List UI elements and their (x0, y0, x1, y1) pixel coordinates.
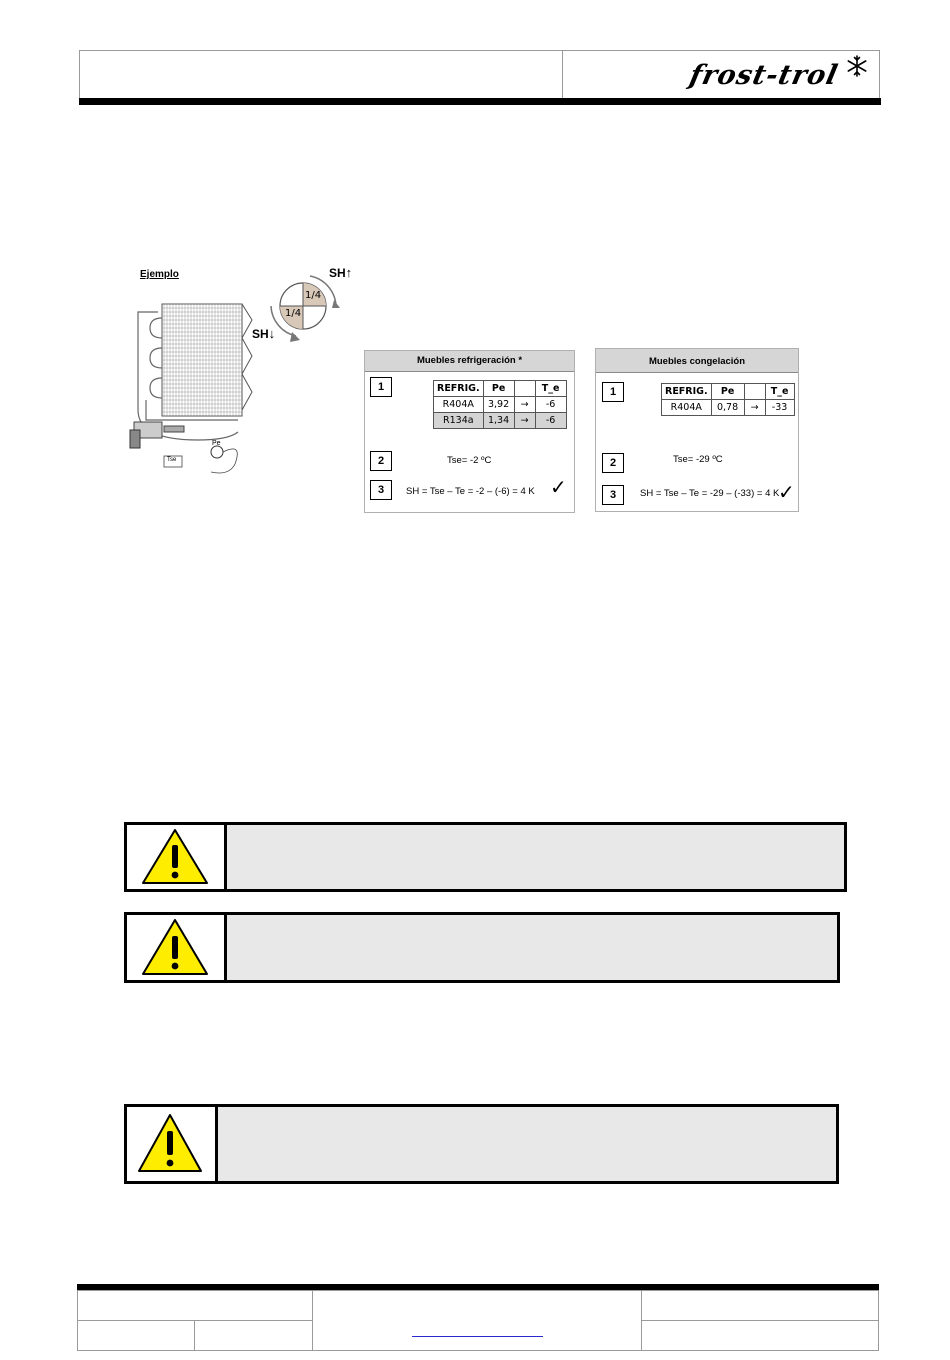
arrow-down-icon: ↓ (268, 326, 276, 341)
table-cell: 0,78 (711, 400, 744, 416)
step-box-3: 3 (602, 485, 624, 505)
table-cell: -33 (765, 400, 794, 416)
table-header: REFRIG. (434, 381, 484, 397)
panel-refrigeration (364, 350, 575, 513)
panel-title: Muebles congelación (596, 349, 798, 373)
tse-sensor-label: Tse (167, 457, 177, 463)
step-box-2: 2 (370, 451, 392, 471)
footer-divider (194, 1320, 195, 1351)
table-cell: 3,92 (483, 397, 514, 413)
table-header: Pe (483, 381, 514, 397)
refrigerant-table (433, 380, 567, 429)
arrow-up-icon: ↑ (345, 265, 353, 280)
header-bar (79, 98, 881, 105)
sh-increase-label: SH↑ (329, 265, 353, 280)
table-cell: 1,34 (483, 413, 514, 429)
table-cell: R134a (434, 413, 484, 429)
adjustment-dial (270, 270, 355, 345)
arrow-right-icon: → (744, 400, 765, 416)
warning-triangle-icon (127, 1107, 215, 1181)
quarter-turn-label-a: 1/4 (305, 290, 322, 301)
refrigerant-table (661, 383, 795, 416)
table-cell: -6 (535, 397, 566, 413)
warning-box-1 (124, 822, 847, 892)
table-header (514, 381, 535, 397)
step-box-1: 1 (602, 382, 624, 402)
table-cell: R404A (662, 400, 712, 416)
panel-freezing (595, 348, 799, 512)
table-row (434, 397, 567, 413)
table-row (434, 413, 567, 429)
table-cell: -6 (535, 413, 566, 429)
example-title: Ejemplo (140, 269, 179, 280)
company-logo: frost-trol (686, 60, 841, 91)
table-cell: R404A (434, 397, 484, 413)
table-header: T_e (765, 384, 794, 400)
warning-icon-cell (127, 1107, 218, 1181)
checkmark-icon: ✓ (778, 480, 795, 504)
tse-text: Tse= -2 ºC (447, 455, 492, 466)
pe-gauge-label: Pe (212, 440, 221, 447)
warning-triangle-icon (127, 825, 224, 889)
snowflake-icon (846, 55, 868, 77)
arrow-right-icon: → (514, 413, 535, 429)
footer-divider (641, 1320, 879, 1321)
sh-formula: SH = Tse – Te = -29 – (-33) = 4 K (640, 488, 780, 499)
warning-triangle-icon (127, 915, 224, 980)
table-header (744, 384, 765, 400)
checkmark-icon: ✓ (550, 475, 567, 499)
warning-icon-cell (127, 825, 227, 889)
header-divider (562, 50, 563, 100)
warning-box-2 (124, 912, 840, 983)
step-box-2: 2 (602, 453, 624, 473)
step-box-3: 3 (370, 480, 392, 500)
step-box-1: 1 (370, 377, 392, 397)
arrow-right-icon: → (514, 397, 535, 413)
table-row (662, 400, 795, 416)
table-header: REFRIG. (662, 384, 712, 400)
tse-text: Tse= -29 ºC (673, 454, 723, 465)
footer-link[interactable] (412, 1326, 543, 1337)
sh-formula: SH = Tse – Te = -2 – (-6) = 4 K (406, 486, 535, 497)
evaporator-drawing (128, 290, 258, 480)
table-header: T_e (535, 381, 566, 397)
warning-icon-cell (127, 915, 227, 980)
sh-decrease-label: SH↓ (252, 326, 276, 341)
footer-divider (77, 1320, 313, 1321)
panel-title: Muebles refrigeración * (365, 351, 574, 372)
warning-box-3 (124, 1104, 839, 1184)
quarter-turn-label-b: 1/4 (285, 308, 302, 319)
table-header: Pe (711, 384, 744, 400)
